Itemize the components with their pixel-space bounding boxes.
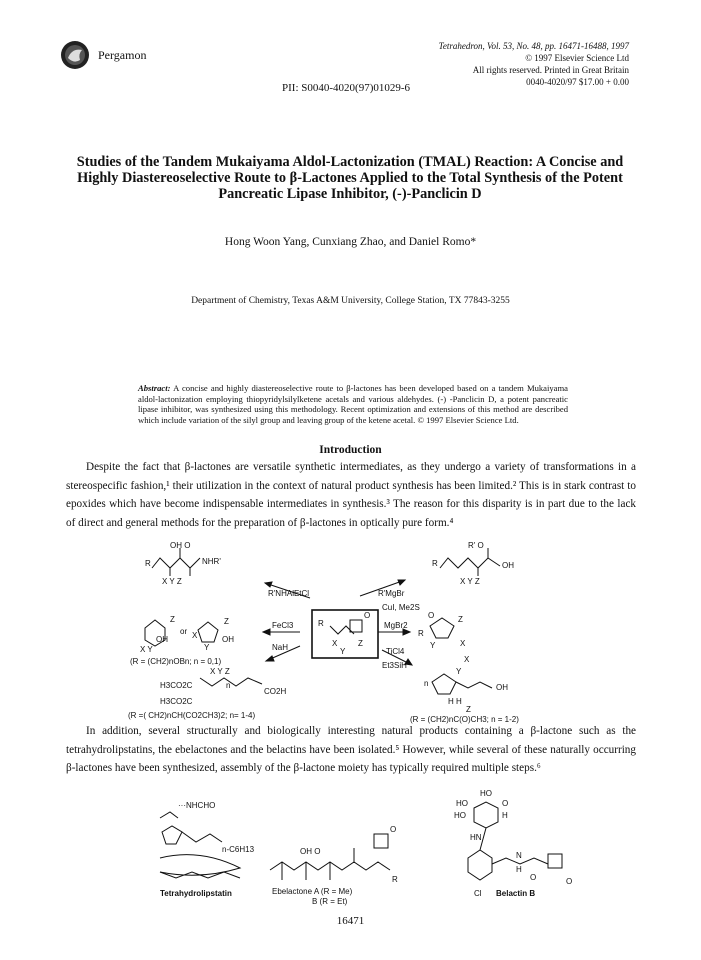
affiliation: Department of Chemistry, Texas A&M University, College Station, TX 77843-3255 [191,296,510,306]
np-bel-o: O [502,799,509,808]
scheme-reagent-mgbr2: MgBr2 [384,621,408,630]
journal-line: Tetrahedron, Vol. 53, No. 48, pp. 16471-16488, 1997 [438,41,629,51]
page-number: 16471 [336,915,365,927]
scheme-center-z: Z [358,639,363,648]
np-ebe-r: R [392,875,398,884]
scheme-top-right-oh: OH [502,561,514,570]
issn-line: 0040-4020/97 $17.00 + 0.00 [526,77,629,87]
scheme-right-bottom-y: Y [456,667,462,676]
np-ebe-oho: OH O [300,847,321,856]
journal-citation [329,40,629,88]
np-bel-n: N [516,851,522,860]
scheme-left-h3co2c1: H3CO2C [160,681,193,690]
scheme-right-cond: (R = (CH2)nC(O)CH3; n = 1-2) [410,715,519,724]
np-bel-name: Belactin B [496,889,536,898]
np-bel-cl: Cl [474,889,482,898]
abstract [138,383,568,425]
np-bel-h2: H [516,865,522,874]
np-nhcho: ···NHCHO [178,801,216,810]
scheme-left-co2h: CO2H [264,687,287,696]
section-heading-introduction: Introduction [319,444,382,456]
scheme-top-left-xyz: X Y Z [162,577,182,586]
scheme-reagent-nah: NaH [272,643,289,652]
scheme-left-y: Y [204,643,210,652]
scheme-right-bottom-z: Z [466,705,471,714]
intro-paragraph-2: In addition, several structurally and biologically interesting natural products containing a β-lactone such as the tetrahydrolipstatins, the ebelactones and the belactins have been isolated.⁵ However, while several of these naturally occurring β-lactones have been synthesized, assembly of the β-lactone moiety has typically required multiple steps.⁶ [66,725,636,775]
abstract-text: A concise and highly diastereoselective route to β-lactones has been developed based on a tandem Mukaiyama aldol-lactonization employing thiopyridylsilylketene acetals and various aldehydes. (-) -Panclicin D, a potent pancreatic lipase inhibitor, was synthesized using this methodology. Recent optimization and extensions of this method are described which include variation of the silyl group and leaving group of the ketene acetal. © 1997 Elsevier Science Ltd. [138,383,568,425]
scheme-left-x: X [192,631,198,640]
scheme-reagent-cuprate: CuI, Me2S [382,603,420,612]
scheme-top-right-r: R [432,559,438,568]
abstract-label: Abstract: [138,383,171,393]
publisher-logo-icon [60,40,90,70]
scheme-left-cond1: (R = (CH2)nOBn; n = 0,1) [130,657,222,666]
scheme-top-left-r: R [145,559,151,568]
scheme-reagent-ticl4: TiCl4 [386,647,405,656]
scheme-left-z1: Z [170,615,175,624]
np-bel-hn: HN [470,833,482,842]
copyright-line: © 1997 Elsevier Science Ltd [525,53,629,63]
authors: Hong Woon Yang, Cunxiang Zhao, and Daniel Romo* [224,236,477,248]
pii-line: PII: S0040-4020(97)01029-6 [282,82,411,94]
scheme-right-bottom-hh: H H [448,697,462,706]
scheme-center-y: Y [340,647,346,656]
scheme-left-oh2: OH [222,635,234,644]
scheme-center-o: O [364,611,371,620]
scheme-left-z2: Z [224,617,229,626]
scheme-left-h3co2c2: H3CO2C [160,697,193,706]
scheme-right-z: Z [458,615,463,624]
np-ebe-o: O [390,825,397,834]
scheme-left-or: or [180,627,188,636]
scheme-reagent-grignard: R'MgBr [378,589,405,598]
np-bel-o3: O [566,877,573,886]
scheme-right-o: O [428,611,435,620]
scheme-center-x: X [332,639,338,648]
scheme-right-bottom-oh: OH [496,683,508,692]
np-bel-o2: O [530,873,537,882]
np-hexyl: n-C6H13 [222,845,255,854]
scheme-reagent-amide: R'NHAlEtCl [268,589,310,598]
np-ebe-name-a: Ebelactone A (R = Me) [272,887,353,896]
scheme-top-right-r1: R' O [468,541,484,550]
scheme-reagent-et3sih: Et3SiH [382,661,407,670]
scheme-reagent-fecl3: FeCl3 [272,621,294,630]
scheme-left-xyz-bottom: X Y Z [210,667,230,676]
scheme-right-y: Y [430,641,436,650]
scheme-right-x: X [460,639,466,648]
scheme-left-xy: X Y [140,645,153,654]
scheme-right-bottom-x: X [464,655,470,664]
scheme-left-oh1: OH [156,635,168,644]
reaction-scheme [0,538,701,724]
scheme-top-right-xyz: X Y Z [460,577,480,586]
intro-paragraph-1: Despite the fact that β-lactones are versatile synthetic intermediates, as they undergo a variety of transformations in a stereospecific fashion,¹ their utilization in the context of natural product synthesis has been limited.² This is in stark contrast to epoxides which have become indispensable intermediates in synthesis.³ The reason for this disparity is in part due to the lack of direct and general methods for the preparation of β-lactones in optically pure form.⁴ [66,461,636,529]
scheme-left-cond2: (R =( CH2)nCH(CO2CH3)2; n= 1-4) [128,711,256,720]
np-thl-name: Tetrahydrolipstatin [160,889,232,898]
np-bel-ho1: HO [456,799,468,808]
np-bel-ho-top: HO [480,789,492,798]
np-bel-h: H [502,811,508,820]
scheme-left-n: n [226,681,231,690]
scheme-center-r: R [318,619,324,628]
publisher-block [60,40,146,70]
paper-title: Studies of the Tandem Mukaiyama Aldol-Lactonization (TMAL) Reaction: A Concise and Highly Diastereoselective Route to β-Lactones Applied to the Total Synthesis of the Potent Pancreatic Lipase Inhibitor, (-)-Panclicin D [76,154,624,202]
scheme-right-r: R [418,629,424,638]
scheme-top-left-nhr: NHR' [202,557,221,566]
np-bel-ho2: HO [454,811,466,820]
natural-products-figure [0,788,701,906]
scheme-top-left-oh: OH O [170,541,191,550]
publisher-name: Pergamon [98,47,147,62]
np-ebe-name-b: B (R = Et) [312,897,348,906]
scheme-right-bottom-n: n [424,679,429,688]
rights-line: All rights reserved. Printed in Great Britain [472,65,629,75]
